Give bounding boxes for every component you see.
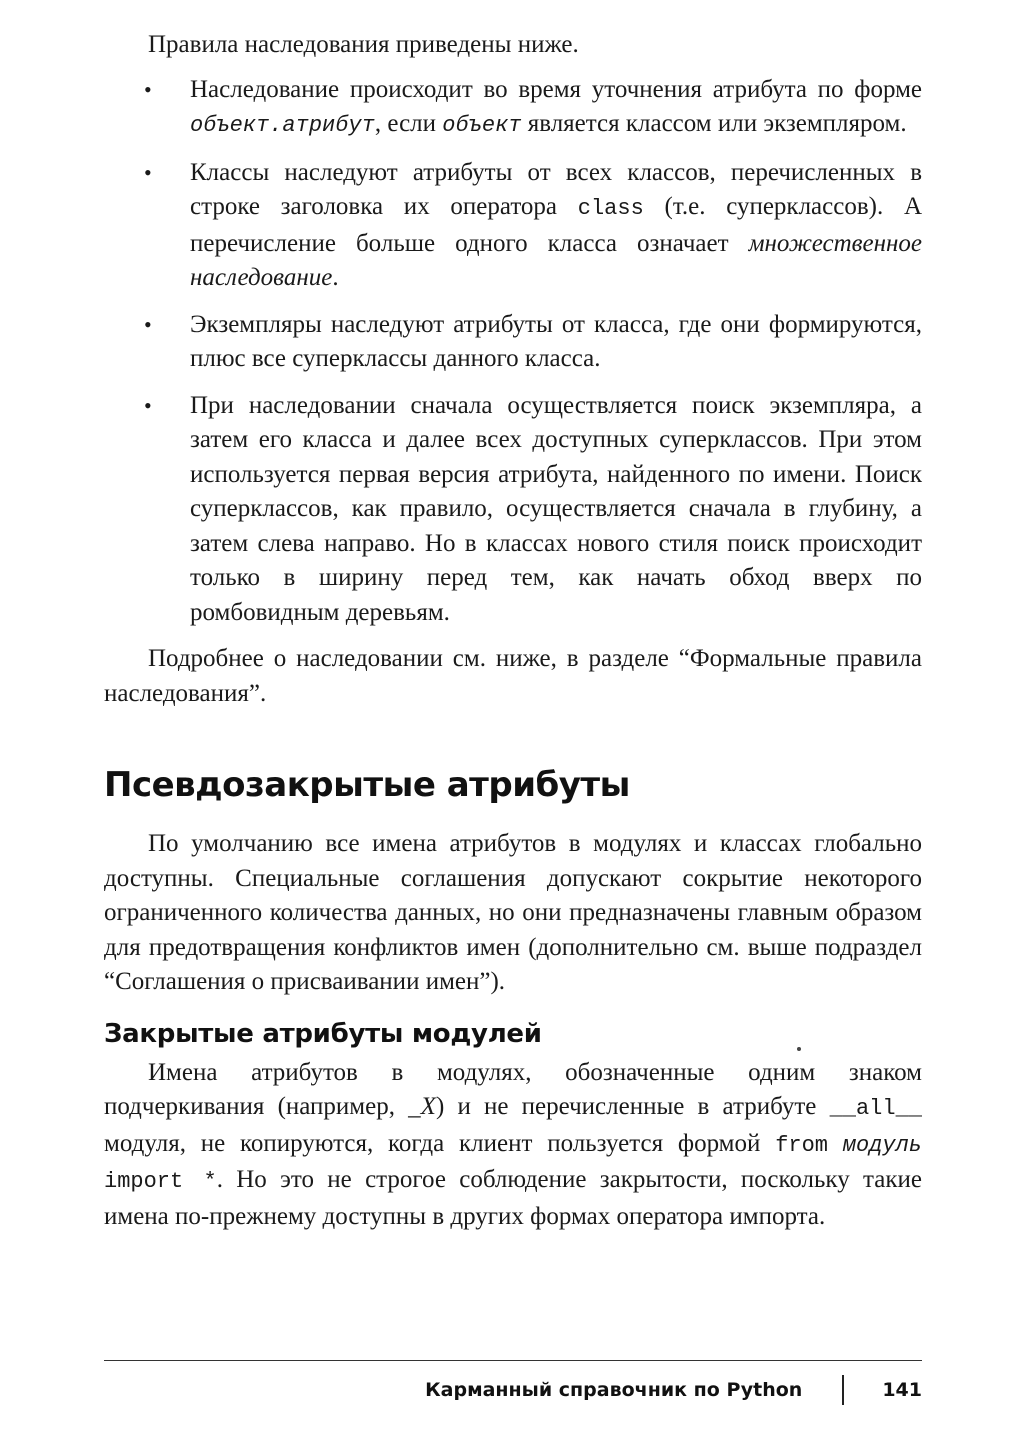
- page-footer: [425, 1375, 922, 1405]
- list-item: [104, 156, 922, 296]
- text: , если: [374, 110, 443, 137]
- page-number: 141: [882, 1379, 922, 1401]
- list-item: [104, 389, 922, 631]
- emphasis: множественное наследование: [190, 229, 922, 291]
- code-span: class: [577, 196, 644, 221]
- footer-book-title: Карманный справочник по Python: [425, 1379, 803, 1401]
- intro-paragraph: Правила наследования приведены ниже.: [148, 31, 579, 58]
- code-span: import *: [104, 1169, 217, 1194]
- text: является классом или экземпляром.: [521, 110, 907, 137]
- footer-rule: [104, 1360, 922, 1361]
- code-span: from: [775, 1132, 828, 1158]
- code-span: __all__: [829, 1096, 922, 1121]
- section-heading: Псевдозакрытые атрибуты: [104, 765, 630, 805]
- text: ) и не перечисленные в атрибуте: [435, 1093, 830, 1120]
- scan-speck: [797, 1047, 801, 1051]
- emphasis: _X: [408, 1093, 436, 1120]
- section-paragraph: По умолчанию все имена атрибутов в модулях и классах глобально доступны. Специальные соглашения допускают сокрытие некоторого ограниченного количества данных, но они предназначены главным образом для предотвращения конфликтов имен (дополнительно см. выше подраздел “Соглашения о присваивании имен”).: [104, 830, 922, 995]
- text: (т.е. суперклассов). А перечисление больше одного класса означает: [190, 193, 923, 257]
- footer-separator: [842, 1375, 844, 1405]
- text: Наследование происходит во время уточнения атрибута по форме: [190, 75, 922, 103]
- text: • При наследовании сначала осуществляется поиск экземпляра, а затем его класса и далее всех доступных суперклассов. При этом используется первая версия атрибута, найденного по имени. Поиск суперклассов, как правило, осуществляется сначала в глубину, а затем слева направо. Но в классах нового стиля поиск происходит только в ширину перед тем, как начать обход вверх по ромбовидным деревьям.: [190, 391, 922, 626]
- text: . Но это не строгое соблюдение закрытости, поскольку такие имена по-прежнему доступны в других формах оператора импорта.: [104, 1166, 922, 1230]
- list-item: [104, 73, 922, 144]
- text: .: [332, 264, 339, 291]
- page-body: [104, 28, 922, 1234]
- subsection-heading: Закрытые атрибуты модулей: [104, 1018, 542, 1049]
- inheritance-rules-list: [104, 73, 922, 631]
- subsection-paragraph: [104, 1056, 922, 1235]
- code-span: объект: [442, 113, 522, 138]
- code-span: модуль: [842, 1132, 923, 1158]
- text: • Экземпляры наследуют атрибуты от класса, где они формируются, плюс все суперклассы данного класса.: [190, 310, 922, 372]
- code-span: объект.атрибут: [190, 113, 375, 138]
- after-list-paragraph: Подробнее о наследовании см. ниже, в разделе “Формальные правила наследования”.: [104, 645, 922, 707]
- text: Имена атрибутов в модулях, обозначенные одним знаком подчеркивания (например,: [104, 1058, 922, 1120]
- text: модуля, не копируются, когда клиент пользуется формой: [104, 1129, 776, 1157]
- text: Классы наследуют атрибуты от всех классов, перечисленных в строке заголовка их оператора: [190, 158, 922, 220]
- list-item: [104, 308, 922, 377]
